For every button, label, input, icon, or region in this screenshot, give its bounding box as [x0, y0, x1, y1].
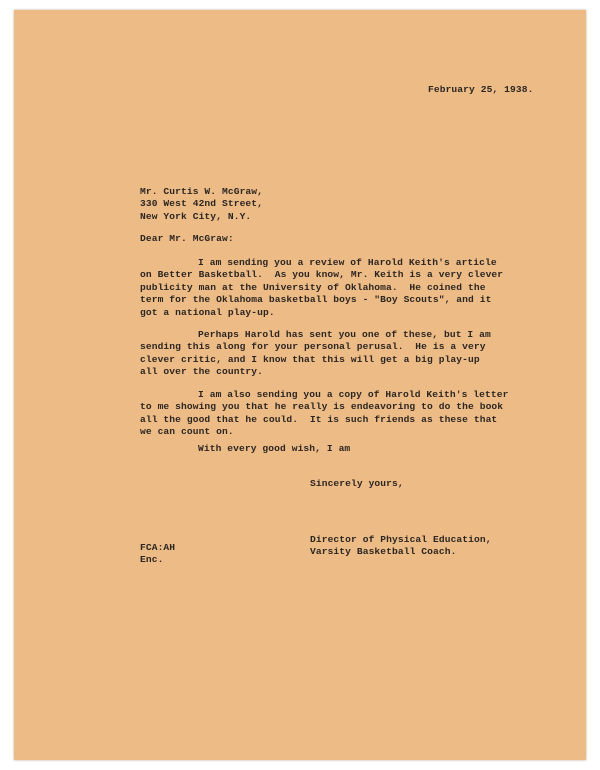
signature-block — [310, 534, 492, 559]
paragraph-line: got a national play-up. — [140, 306, 275, 318]
paragraph-3-first-line: I am also sending you a copy of Harold Keith's letter — [198, 389, 509, 400]
closing-line: With every good wish, I am — [198, 443, 351, 454]
typist-initials: FCA:AH — [140, 542, 176, 553]
paragraph-line: we can count on. — [140, 426, 234, 438]
paragraph-2-body — [140, 341, 486, 378]
letter-date: February 25, 1938. — [428, 84, 534, 95]
paragraph-3-body — [140, 401, 503, 438]
complimentary-close: Sincerely yours, — [310, 478, 404, 489]
recipient-name: Mr. Curtis W. McGraw, — [140, 186, 264, 197]
paragraph-line: all the good that he could. It is such friends as these that — [140, 413, 498, 425]
signature-title-1: Director of Physical Education, — [310, 534, 492, 545]
paragraph-line: on Better Basketball. As you know, Mr. Keith is a very clever — [140, 269, 504, 281]
recipient-city: New York City, N.Y. — [140, 210, 252, 222]
paragraph-line: clever critic, and I know that this will get a big play-up — [140, 353, 480, 365]
letter-page — [14, 10, 586, 760]
salutation: Dear Mr. McGraw: — [140, 233, 234, 244]
signature-title-2: Varsity Basketball Coach. — [310, 546, 457, 558]
paragraph-1-body — [140, 269, 503, 319]
paragraph-2-first-line: Perhaps Harold has sent you one of these, but I am — [198, 329, 491, 340]
recipient-address — [140, 186, 263, 223]
paragraph-line: sending this along for your personal perusal. He is a very — [140, 341, 486, 353]
enclosure-note: Enc. — [140, 554, 164, 566]
paragraph-1-first-line: I am sending you a review of Harold Keith's article — [198, 257, 497, 268]
reference-initials — [140, 542, 175, 567]
paragraph-line: term for the Oklahoma basketball boys - "Boy Scouts", and it — [140, 294, 492, 306]
paragraph-line: publicity man at the University of Oklahoma. He coined the — [140, 281, 486, 293]
paragraph-line: to me showing you that he really is endeavoring to do the book — [140, 401, 504, 413]
recipient-street: 330 West 42nd Street, — [140, 198, 264, 210]
paragraph-line: all over the country. — [140, 366, 264, 378]
